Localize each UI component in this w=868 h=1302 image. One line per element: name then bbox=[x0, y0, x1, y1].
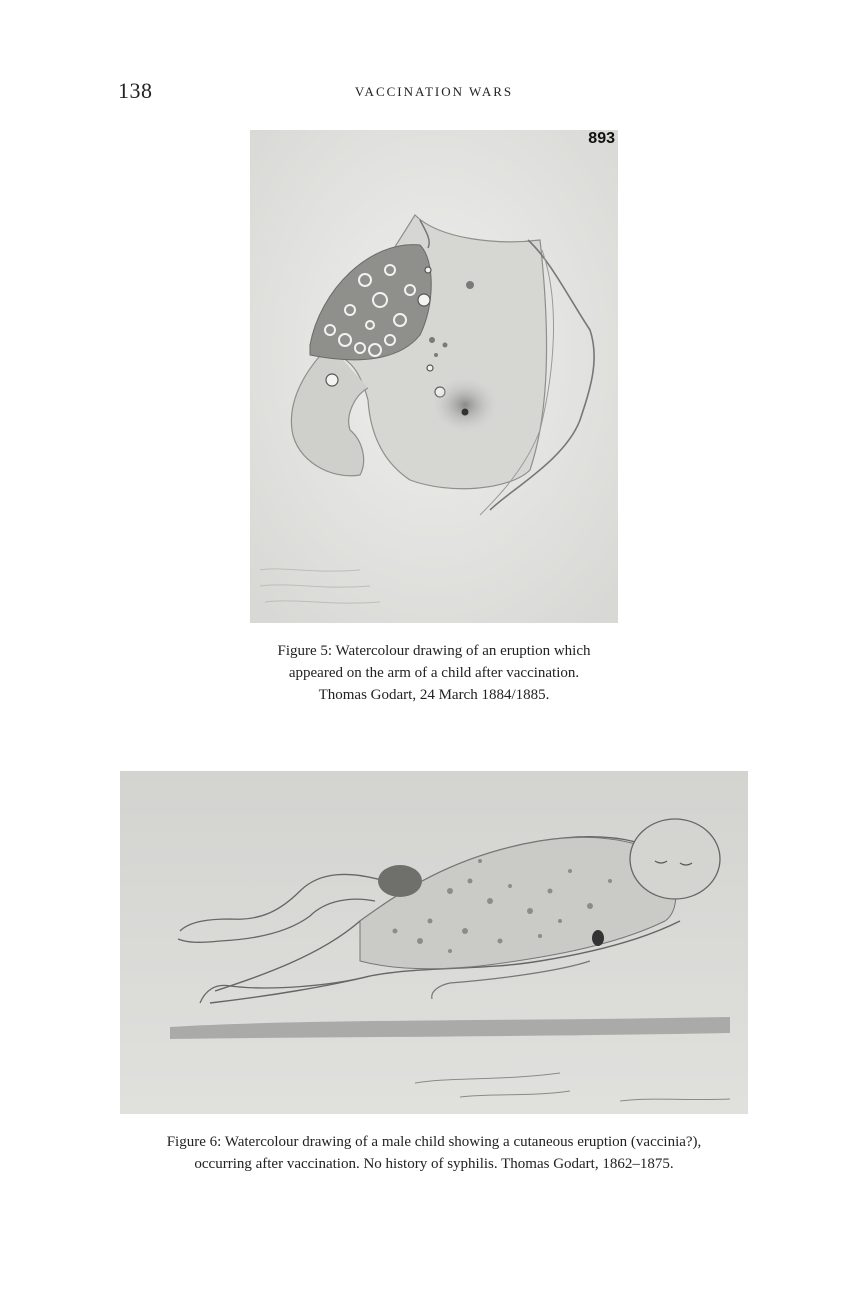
caption-line: Figure 6: Watercolour drawing of a male child showing a cutaneous eruption (vaccinia?), bbox=[166, 1134, 702, 1150]
figure-5-caption bbox=[0, 640, 868, 706]
running-head: VACCINATION WARS bbox=[354, 84, 514, 99]
caption-line: occurring after vaccination. No history of syphilis. Thomas Godart, 1862–1875. bbox=[194, 1156, 674, 1172]
figure-6-drawing bbox=[120, 771, 748, 1114]
caption-line: Figure 5: Watercolour drawing of an eruption which bbox=[277, 643, 591, 659]
caption-line: appeared on the arm of a child after vaccination. bbox=[288, 665, 580, 681]
figure-5-image bbox=[250, 130, 618, 623]
archive-number-label: 893 bbox=[588, 130, 615, 147]
page-number: 138 bbox=[118, 78, 153, 103]
figure-6-caption bbox=[0, 1131, 868, 1175]
figure-6-image bbox=[120, 771, 748, 1114]
caption-line: Thomas Godart, 24 March 1884/1885. bbox=[318, 687, 550, 703]
figure-5-drawing bbox=[250, 130, 618, 623]
